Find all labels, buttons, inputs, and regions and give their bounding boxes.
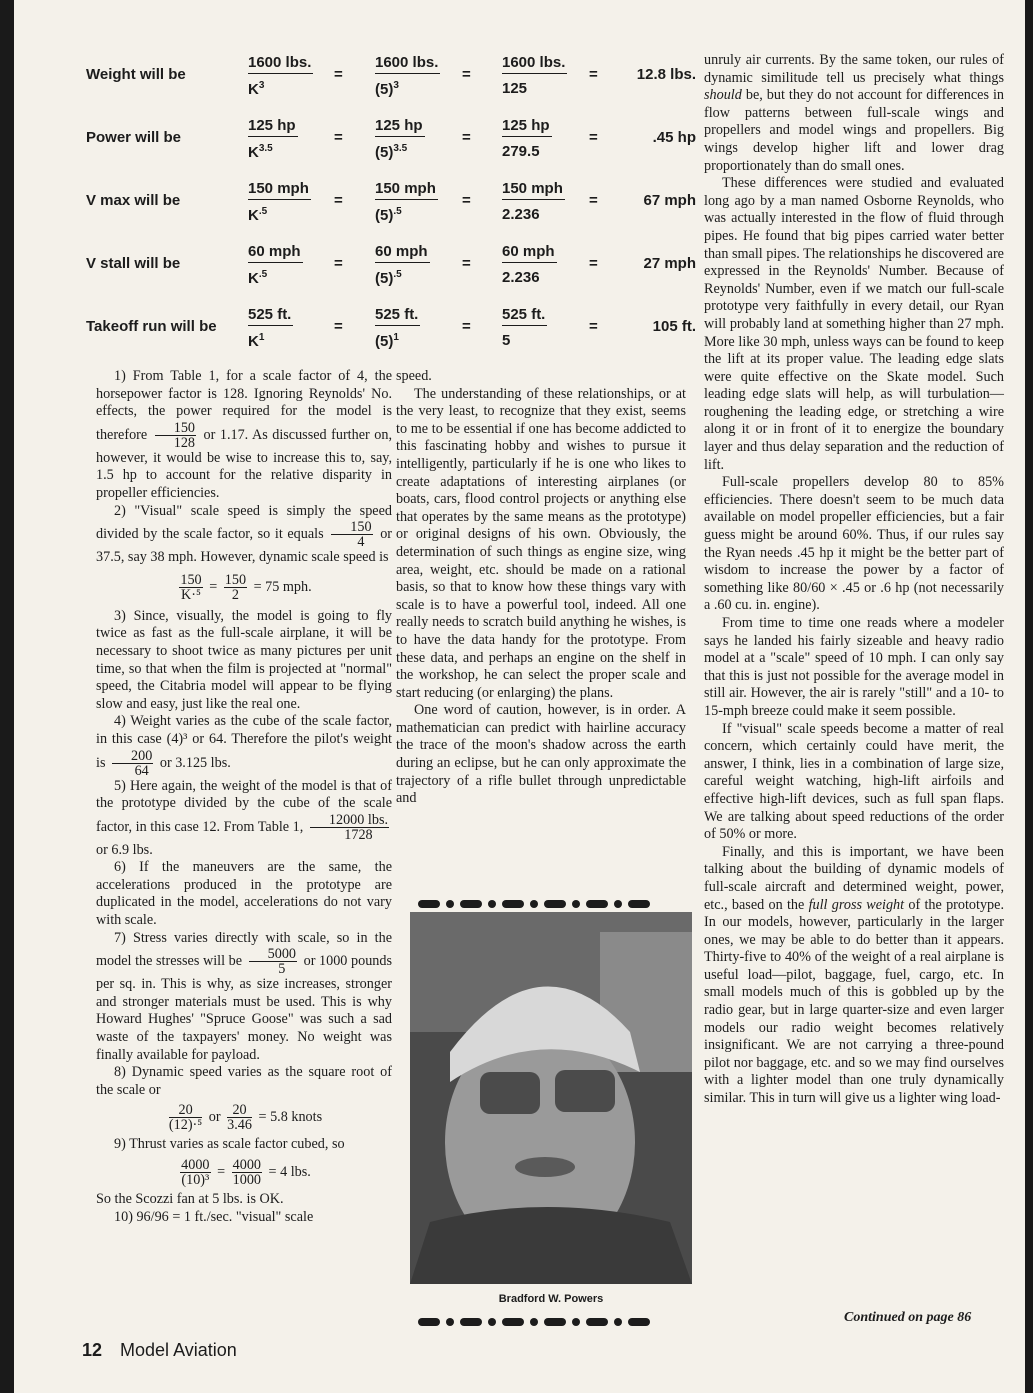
formula-row [86, 237, 706, 300]
fraction: $\frac{125 hp}{(5)^{3.5}}$ [375, 117, 423, 161]
fraction: 1600 lbs. 125 [502, 54, 566, 97]
equation: $\frac{20}{\text{(12)·⁵}}$ or $\frac{20}{3.46}$ = 5.8 knots [168, 1102, 323, 1134]
equals-sign: = [334, 318, 343, 335]
equals-sign: = [462, 66, 471, 83]
paragraph: So the Scozzi fan at 5 lbs. is OK. [96, 1191, 284, 1207]
formula-result: 67 mph [643, 192, 696, 209]
paragraph: 2) "Visual" scale speed is simply the speed divided by the scale factor, so it equals $\frac{150}{4}$ or 37.5, say 38 mph. However, dynamic scale speed is [96, 502, 393, 566]
equals-sign: = [589, 192, 598, 209]
equals-sign: = [589, 255, 598, 272]
paragraph: unruly air currents. By the same token, our rules of dynamic similitude tell us precisely what things should be, but they do not account for differences in flow patterns between full-scale wings and propellers and model wings and propellers. Big wings develop higher lift and lower drag proportionately than do small ones. [704, 52, 1005, 174]
fraction: 150 mph $(5)^{.5}$ [375, 180, 436, 224]
paragraph: Full-scale propellers develop 80 to 85% efficiencies. There doesn't seem to be much data available on model propeller efficiencies, but a fair guess might be around 60%. Thus, if our rules say the Ryan needs .45 hp it might be the better part of wisdom to increase the power by a factor of something like 80/60 × .45 or .6 hp (not necessarily a .60 cu. in. engine). [704, 474, 1004, 614]
paragraph: These differences were studied and evaluated long ago by a man named Osborne Reynolds, who was actually interested in the flow of fluid through pipes. He found that big pipes carried water better than small pipes. The relationships he discovered are expressed in the Reynolds' Number. Because of Reynolds' Number, even if we match our full-scale prototype very faithfully in every detail, our Ryan will probably land at something higher than 27 mph. More like 30 mph, unless ways can be found to keep the lift at its proper value. The leading edge slats were quite effective on the Skate model. Such leading edge slats will help, as will turbulation—roughening the leading edge, or stretching a wire along it or in front of it to energize the boundary layer and thus delay separation and the reduction of lift. [704, 175, 1004, 473]
equals-sign: = [589, 318, 598, 335]
formula-label: V stall will be [86, 255, 181, 272]
equals-sign: = [334, 129, 343, 146]
formula-label: V max will be [86, 192, 181, 209]
fraction: 150 mph 2.236 [502, 180, 563, 223]
formula-result: 12.8 lbs. [636, 66, 696, 83]
formula-table [86, 48, 706, 363]
formula-label: Takeoff run will be [86, 318, 217, 335]
paragraph: speed. [396, 368, 432, 384]
formula-result: 105 ft. [652, 318, 696, 335]
continued-note: Continued on page 86 [844, 1310, 972, 1325]
magazine-title: Model Aviation [120, 1340, 237, 1360]
formula-row [86, 111, 706, 174]
paragraph: 5) Here again, the weight of the model is that of the prototype divided by the cube of the scale factor, in this case 12. From Table 1, $\frac{\text{12000 lbs.}}{1728}$ or 6.9 lbs. [96, 777, 392, 858]
fraction: $\frac{125 hp}{279.5}$ [502, 117, 550, 160]
equals-sign: = [589, 66, 598, 83]
page-number: 12 [82, 1340, 103, 1360]
equals-sign: = [334, 192, 343, 209]
paragraph: 1) From Table 1, for a scale factor of 4, the horsepower factor is 128. Ignoring Reynolds' No. effects, the power required for the model is therefore $\frac{150}{128}$ or 1.17. As discussed further on, however, it would be wise to increase this to, say, 1.5 hp to account for the relative disparity in propeller efficiencies. [96, 368, 392, 501]
equals-sign: = [462, 255, 471, 272]
magazine-page [14, 0, 1025, 1393]
fraction: $\frac{525 ft.}{5}$ [502, 306, 546, 349]
paragraph: One word of caution, however, is in order. A mathematician can predict with hairline accuracy the trace of the moon's shadow across the earth during an eclipse, but he can only approximate the trajectory of a rifle bullet through unpredictable and [396, 702, 686, 807]
paragraph: If "visual" scale speeds become a matter of real concern, which certainly could have merit, the answer, I think, lies in a combination of large size, careful weight watching, high-lift airfoils and effective high-lift devices, such as full span flaps. We are talking about speed reductions of the order of 50% or more. [704, 720, 1004, 843]
paragraph: 3) Since, visually, the model is going to fly twice as fast as the full-scale airplane, it will be necessary to shoot twice as many pictures per unit time, so that when the film is projected at "normal" speed, the Citabria model will appear to be flying slow and easy, just like the real one. [96, 607, 392, 712]
text-column-left [96, 368, 392, 1226]
text-column-right [704, 52, 1004, 1108]
formula-result: .45 hp [652, 129, 696, 146]
paragraph: 4) Weight varies as the cube of the scale factor, in this case (4)³ or 64. Therefore the pilot's weight is $\frac{200}{64}$ or 3.125 lbs. [96, 713, 392, 779]
equals-sign: = [462, 318, 471, 335]
text-column-middle [396, 368, 686, 808]
decorative-divider [418, 895, 656, 905]
fraction: 60 mph 2.236 [502, 243, 555, 286]
formula-label: Weight will be [86, 66, 186, 83]
paragraph: 7) Stress varies directly with scale, so in the model the stresses will be $\frac{5000}{5}$ or 1000 pounds per sq. in. This is why, as size increases, stronger and stronger materials must be used. This is why Howard Hughes' "Spruce Goose" was such a sad waste of the taxpayers' money. No weight was finally available for payload. [96, 929, 392, 1063]
paragraph: From time to time one reads where a modeler says he landed his fairly sizeable and heavy radio model at a "scale" speed of 10 mph. I can only say that this is just not possible for the average model in still air. However, the air is rarely "still" and a 10- to 15-mph breeze could make it seem possible. [704, 615, 1004, 719]
paragraph: 8) Dynamic speed varies as the square root of the scale or [96, 1064, 392, 1098]
decorative-divider [418, 1313, 656, 1323]
fraction: $\frac{5000}{5}$ [249, 947, 297, 976]
fraction: $\frac{125 hp}{K^{3.5}}$ [248, 117, 296, 161]
fraction: $\frac{150}{4}$ [331, 520, 372, 549]
page-footer [82, 1340, 237, 1361]
fraction: $\frac{525 ft.}{(5)^1}$ [375, 306, 419, 350]
equation: $\frac{4000}{\text{(10)³}}$ = $\frac{4000}{1000}$ = 4 lbs. [181, 1157, 311, 1188]
paragraph: The understanding of these relationships, or at the very least, to recognize that they exist, seems to me to be essential if one has become addicted to this fascinating hobby and wishes to pursue it intelligently, particularly if he is one who likes to create adaptations of interesting airplanes (or boats, cars, flood control projects or anything else that operates by the same means as the prototype) or original designs of his own. Obviously, the determination of such things as engine size, wing area, weight, etc. should be made on a rational basis, so that to know how these things vary with scale is to have a powerful tool, indeed. All one really needs to scratch build anything he wishes, is to have the data handy for the prototype. From these data, and perhaps an engine on the shelf in the workshop, he can select the proper scale and start reducing (or enlarging) the plans. [396, 385, 686, 701]
formula-row [86, 174, 706, 237]
paragraph: Finally, and this is important, we have been talking about the building of dynamic models of full-scale aircraft and determined weight, power, etc., based on the full gross weight of the prototype. In our models, however, particularly in the larger ones, we may be able to do better than it appears. Thirty-five to 40% of the weight of a real airplane is useful load—pilot, baggage, fuel, cargo, etc. In small models much of this is gobbled up by the radio gear, but in large quarter-size and even larger models our radio weight becomes relatively insignificant. We are not carrying a three-pound pilot nor baggage, etc. and so we may find ourselves with a lighter model than one truly dynamically similar. This in turn will give us a lighter wing load- [704, 843, 1004, 1107]
equation: $\frac{150}{\text{K·⁵}}$ = $\frac{150}{2}$ = 75 mph. [180, 571, 312, 603]
fraction: $\frac{525 ft.}{K^1}$ [248, 306, 292, 350]
equals-sign: = [462, 192, 471, 209]
paragraph: 6) If the maneuvers are the same, the accelerations produced in the prototype are duplicated in the model, accelerations do not vary with scale. [96, 859, 392, 929]
photo-caption: Bradford W. Powers [498, 1293, 604, 1305]
fraction: 60 mph $(5)^{.5}$ [375, 243, 428, 287]
portrait-illustration [410, 912, 692, 1284]
fraction: 1600 lbs. $K^3$ [248, 54, 312, 98]
equals-sign: = [462, 129, 471, 146]
formula-row [86, 300, 706, 363]
portrait-photo [410, 912, 692, 1284]
fraction: $\frac{200}{64}$ [112, 749, 153, 778]
equals-sign: = [589, 129, 598, 146]
fraction: $\frac{150}{128}$ [155, 421, 196, 450]
paragraph: 9) Thrust varies as scale factor cubed, so [114, 1136, 345, 1153]
equals-sign: = [334, 66, 343, 83]
fraction: 1600 lbs. $(5)^3$ [375, 54, 439, 98]
formula-result: 27 mph [643, 255, 696, 272]
formula-label: Power will be [86, 129, 182, 146]
paragraph: 10) 96/96 = 1 ft./sec. "visual" scale [114, 1208, 314, 1225]
fraction: 60 mph $K^{.5}$ [248, 243, 301, 287]
equals-sign: = [334, 255, 343, 272]
fraction: 150 mph $K^{.5}$ [248, 180, 309, 224]
formula-row [86, 48, 706, 111]
fraction: $\frac{\text{12000 lbs.}}{1728}$ [310, 813, 389, 842]
